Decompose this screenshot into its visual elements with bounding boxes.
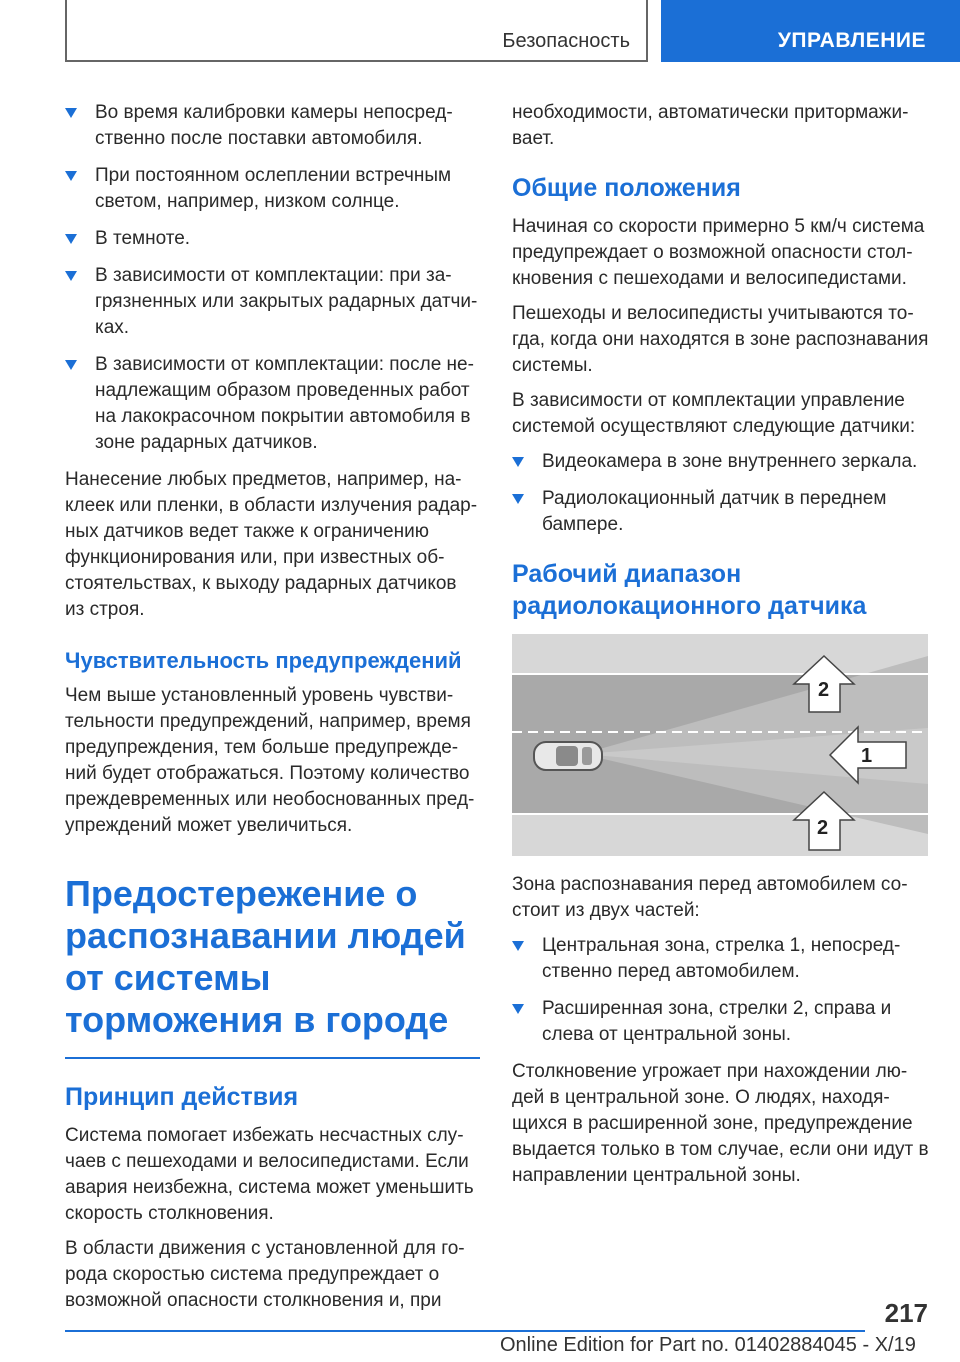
bullet-triangle-icon xyxy=(512,457,524,467)
right-column xyxy=(512,100,930,1198)
arrow-bottom-label: 2 xyxy=(817,817,829,839)
bullet-triangle-icon xyxy=(512,1004,524,1014)
page-number: 217 xyxy=(884,1298,928,1328)
arrow-center-label: 1 xyxy=(861,745,873,767)
paragraph: Столкновение угрожает при нахождении людей в центральной зоне. О людях, находящихся в расширенной зоне, предупреждение выдается только в том случае, если они идут в направлении центральной зоны. xyxy=(512,1061,929,1186)
paragraph: Начиная со скорости примерно 5 км/ч система предупреждает о возможной опасности столкновения с пешеходами и велосипедистами. xyxy=(512,216,925,289)
header-section-title: Безопасность xyxy=(502,30,630,52)
paragraph: Зона распознавания перед автомобилем состоит из двух частей: xyxy=(512,874,908,921)
radar-range-figure xyxy=(512,634,928,856)
paragraph: В зависимости от комплектации управление системой осуществляют следующие датчики: xyxy=(512,390,916,437)
heading-principle: Принцип действия xyxy=(65,1083,299,1111)
left-column xyxy=(65,100,480,1323)
paragraph: Система помогает избежать несчастных случаев с пешеходами и велосипедистами. Если авария неизбежна, система может уменьшить скорость столкновения. xyxy=(65,1125,474,1224)
bullet-triangle-icon xyxy=(65,360,77,370)
paragraph: Нанесение любых предметов, например, наклеек или пленки, в области излучения радарных датчиков ведет также к ограничению функционирования или, при известных обстоятельствах, к выходу радарных датчиков из строя. xyxy=(65,469,478,620)
list-item: При постоянном ослеплении встречным светом, например, низком солнце. xyxy=(65,163,480,215)
list-item: Радиолокационный датчик в переднем бампере. xyxy=(512,486,930,538)
bullet-triangle-icon xyxy=(65,234,77,244)
heading-sensitivity: Чувствительность предупреждений xyxy=(65,648,462,673)
header-chapter-tab[interactable] xyxy=(661,0,960,62)
heading-main: Предостережение о распознавании людей от системы торможения в городе xyxy=(65,873,466,1040)
paragraph: В области движения с установленной для города скоростью система предупреждает о возможной опасности столкновения и, при xyxy=(65,1238,465,1311)
list-item: Во время калибровки камеры непосредственно после поставки автомобиля. xyxy=(65,100,480,152)
header-chapter-title: УПРАВЛЕНИЕ xyxy=(777,29,926,52)
bullet-triangle-icon xyxy=(512,941,524,951)
list-item: Центральная зона, стрелка 1, непосредственно перед автомобилем. xyxy=(512,933,930,985)
heading-general: Общие положения xyxy=(512,174,741,202)
car-icon xyxy=(534,742,602,770)
footer-edition: Online Edition for Part no. 01402884045 - X/19 xyxy=(500,1334,916,1356)
list-item: Расширенная зона, стрелки 2, справа и слева от центральной зоны. xyxy=(512,996,930,1048)
paragraph: Чем выше установленный уровень чувствительности предупреждений, например, время предупреждения, тем больше предупреждений будет отображаться. Поэтому количество преждевременных или необоснованных предупреждений может увеличиться. xyxy=(65,685,475,836)
list-item: В зависимости от комплектации: после ненадлежащим образом проведенных работ на лакокрасочном покрытии автомобиля в зоне радарных датчиков. xyxy=(65,352,480,456)
arrow-top-label: 2 xyxy=(818,679,830,701)
bullet-triangle-icon xyxy=(65,171,77,181)
bullet-triangle-icon xyxy=(65,108,77,118)
heading-divider xyxy=(65,1057,480,1059)
paragraph: Пешеходы и велосипедисты учитываются тогда, когда они находятся в зоне распознавания системы. xyxy=(512,303,929,376)
list-item: Видеокамера в зоне внутреннего зеркала. xyxy=(512,449,930,475)
list-item: В зависимости от комплектации: при загрязненных или закрытых радарных датчиках. xyxy=(65,263,480,341)
bullet-triangle-icon xyxy=(512,494,524,504)
footer-divider xyxy=(65,1330,865,1332)
bullet-triangle-icon xyxy=(65,271,77,281)
header-section-box xyxy=(65,0,648,62)
paragraph: необходимости, автоматически притормаживает. xyxy=(512,102,909,149)
list-item: В темноте. xyxy=(65,226,480,252)
heading-radar-range: Рабочий диапазон радиолокационного датчика xyxy=(512,560,867,620)
